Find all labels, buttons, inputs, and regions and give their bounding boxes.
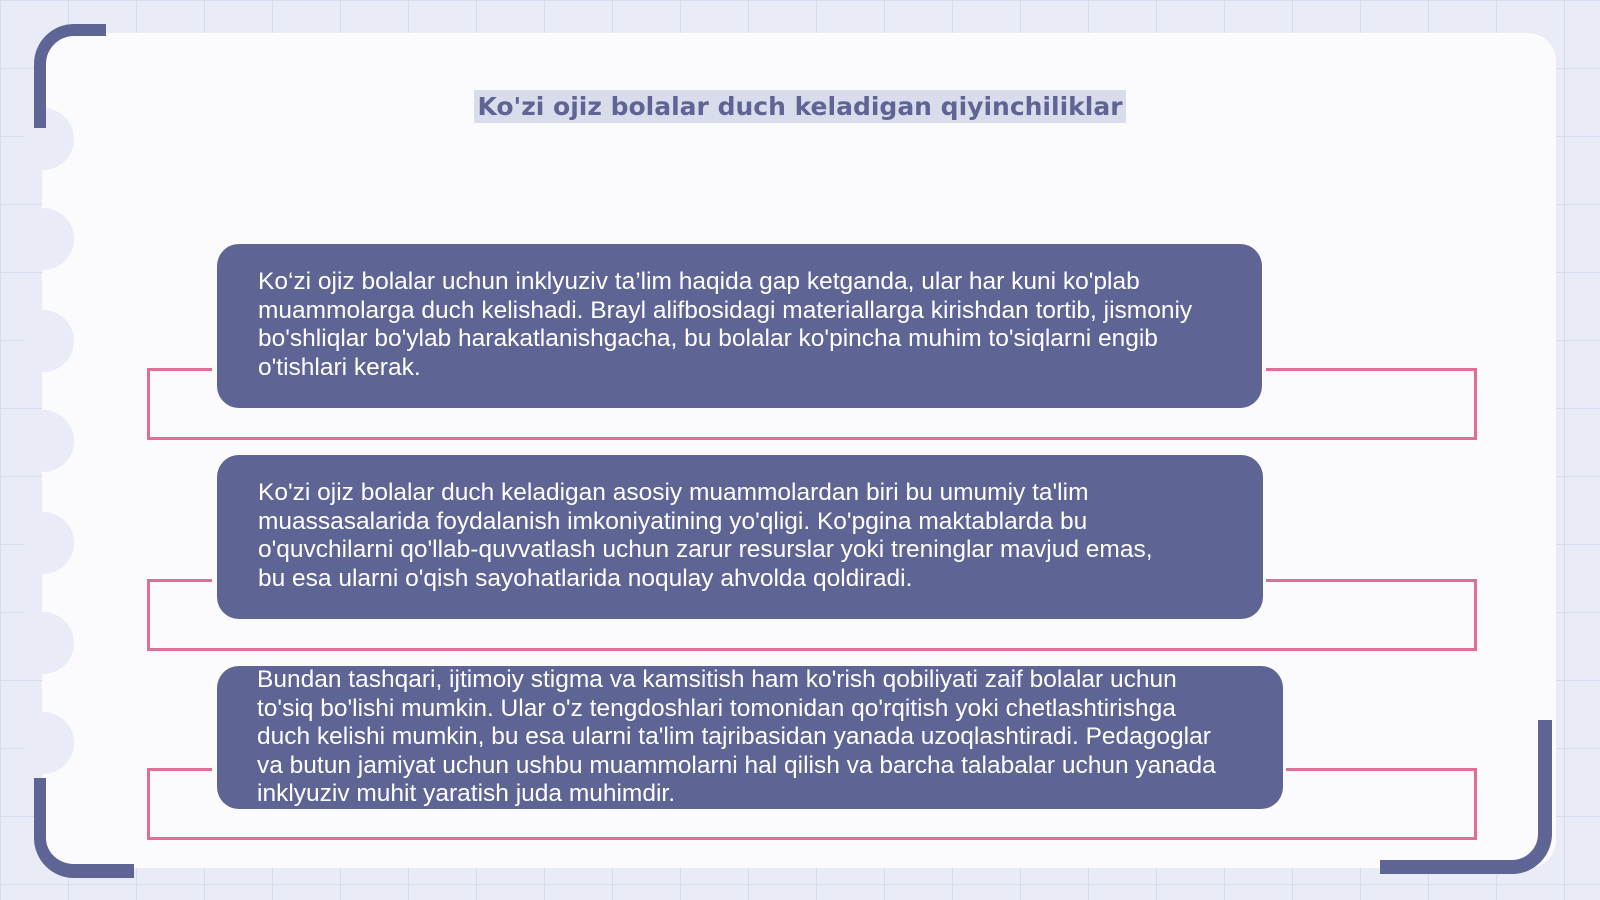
text-box-3 (217, 666, 1283, 809)
text-box-2 (217, 455, 1263, 619)
slide-title-text: Ko'zi ojiz bolalar duch keladigan qiyinchiliklar (474, 90, 1125, 123)
slide-title (0, 92, 1600, 121)
paragraph-3: Bundan tashqari, ijtimoiy stigma va kamsitish ham ko'rish qobiliyati zaif bolalar uchun to'siq bo'lishi mumkin. Ular o'z tengdoshlari tomonidan qo'rqitish yoki chetlashtirishga duch kelishi mumkin, bu esa ularni ta'lim tajribasidan yanada uzoqlashtiradi. Pedagoglar va butun jamiyat uchun ushbu muammolarni hal qilish va barcha talabalar uchun yanada inklyuziv muhit yaratish juda muhimdir. (257, 666, 1216, 808)
paragraph-2: Ko'zi ojiz bolalar duch keladigan asosiy muammolardan biri bu umumiy ta'lim muassasalarida foydalanish imkoniyatining yo'qligi. Ko'pgina maktablarda bu o'quvchilarni qo'llab-quvvatlash uchun zarur resurslar yoki treninglar mavjud emas, bu esa ularni o'qish sayohatlarida noqulay ahvolda qoldiradi. (258, 479, 1153, 592)
text-box-1 (217, 244, 1262, 408)
corner-bracket-bottom-left (34, 778, 134, 878)
paragraph-1: Ko‘zi ojiz bolalar uchun inklyuziv ta’lim haqida gap ketganda, ular har kuni ko'plab muammolarga duch kelishadi. Brayl alifbosidagi materiallarga kirishdan tortib, jismoniy bo'shliqlar bo'ylab harakatlanishgacha, bu bolalar ko'pincha muhim to'siqlarni engib o'tishlari kerak. (258, 268, 1193, 381)
